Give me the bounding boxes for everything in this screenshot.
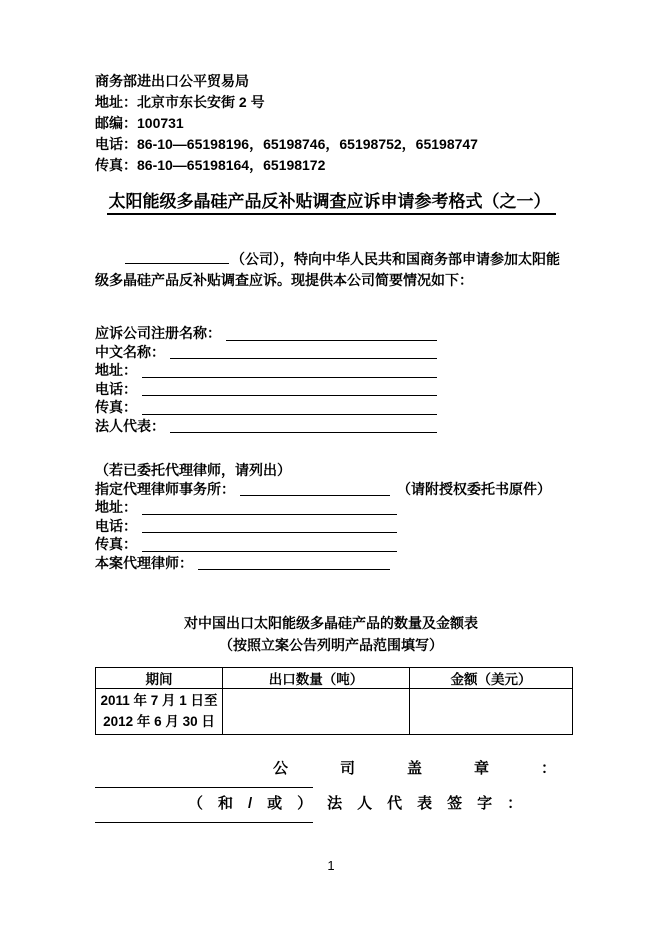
lawyer-address-blank bbox=[142, 498, 397, 515]
header-amount: 金额（美元） bbox=[410, 668, 573, 689]
export-table-subtitle: （按照立案公告列明产品范围填写） bbox=[219, 637, 443, 653]
table-header-row bbox=[96, 668, 573, 689]
intro-paragraph bbox=[95, 248, 567, 291]
field-lawyer-phone: 电话： bbox=[95, 517, 397, 536]
case-lawyer-blank bbox=[198, 554, 390, 571]
field-case-lawyer: 本案代理律师： bbox=[95, 554, 390, 573]
export-quantity-table bbox=[95, 667, 573, 735]
page-number: 1 bbox=[327, 858, 335, 873]
field-law-firm: 指定代理律师事务所： （请附授权委托书原件） bbox=[95, 480, 551, 497]
rep-signature-line bbox=[95, 822, 313, 823]
company-fax-blank bbox=[142, 398, 437, 415]
company-info-section bbox=[95, 324, 437, 435]
company-address-blank bbox=[142, 361, 437, 378]
field-lawyer-fax: 传真： bbox=[95, 535, 397, 554]
export-table-title: 对中国出口太阳能级多晶硅产品的数量及金额表 （按照立案公告列明产品范围填写） bbox=[95, 612, 567, 656]
letterhead-phone: 电话：86-10—65198196，65198746，65198752，65198747 bbox=[95, 136, 478, 152]
lawyer-fax-blank bbox=[142, 535, 397, 552]
document-title: 太阳能级多晶硅产品反补贴调查应诉申请参考格式（之一） bbox=[95, 190, 567, 214]
lawyer-info-section bbox=[95, 461, 567, 572]
field-company-fax: 传真： bbox=[95, 398, 437, 417]
field-company-address: 地址： bbox=[95, 361, 437, 380]
table-row bbox=[96, 689, 573, 735]
lawyer-note: （若已委托代理律师，请列出） bbox=[95, 462, 291, 478]
field-lawyer-address: 地址： bbox=[95, 498, 397, 517]
seal-signature-line bbox=[95, 787, 313, 788]
cell-period: 2011 年 7 月 1 日至 2012 年 6 月 30 日 bbox=[96, 689, 223, 735]
intro-line1: （公司），特向中华人民共和国商务部申请参加太阳能 bbox=[231, 251, 560, 267]
law-firm-blank bbox=[240, 480, 390, 497]
company-name-blank bbox=[125, 248, 229, 264]
legal-representative-blank bbox=[170, 417, 437, 434]
letterhead-postcode: 邮编：100731 bbox=[95, 115, 184, 131]
letterhead-org: 商务部进出口公平贸易局 bbox=[95, 73, 249, 89]
company-seal-label: 公司盖章： bbox=[273, 760, 609, 777]
field-registered-name: 应诉公司注册名称： bbox=[95, 324, 437, 343]
letterhead bbox=[95, 71, 567, 176]
field-chinese-name: 中文名称： bbox=[95, 343, 437, 362]
lawyer-phone-blank bbox=[142, 517, 397, 534]
legal-rep-sign-label: （和/或）法人代表签字： bbox=[188, 795, 538, 812]
letterhead-address: 地址：北京市东长安街 2 号 bbox=[95, 94, 265, 110]
chinese-name-blank bbox=[170, 343, 437, 360]
registered-name-blank bbox=[226, 324, 437, 341]
header-period: 期间 bbox=[96, 668, 223, 689]
signature-section bbox=[95, 759, 609, 823]
header-quantity: 出口数量（吨） bbox=[223, 668, 410, 689]
law-firm-suffix: （请附授权委托书原件） bbox=[397, 480, 551, 497]
letterhead-fax: 传真：86-10—65198164，65198172 bbox=[95, 157, 326, 173]
cell-amount bbox=[410, 689, 573, 735]
field-company-phone: 电话： bbox=[95, 380, 437, 399]
intro-line2: 级多晶硅产品反补贴调查应诉。现提供本公司简要情况如下： bbox=[95, 272, 473, 288]
cell-quantity bbox=[223, 689, 410, 735]
company-phone-blank bbox=[142, 380, 437, 397]
field-legal-representative: 法人代表： bbox=[95, 417, 437, 436]
